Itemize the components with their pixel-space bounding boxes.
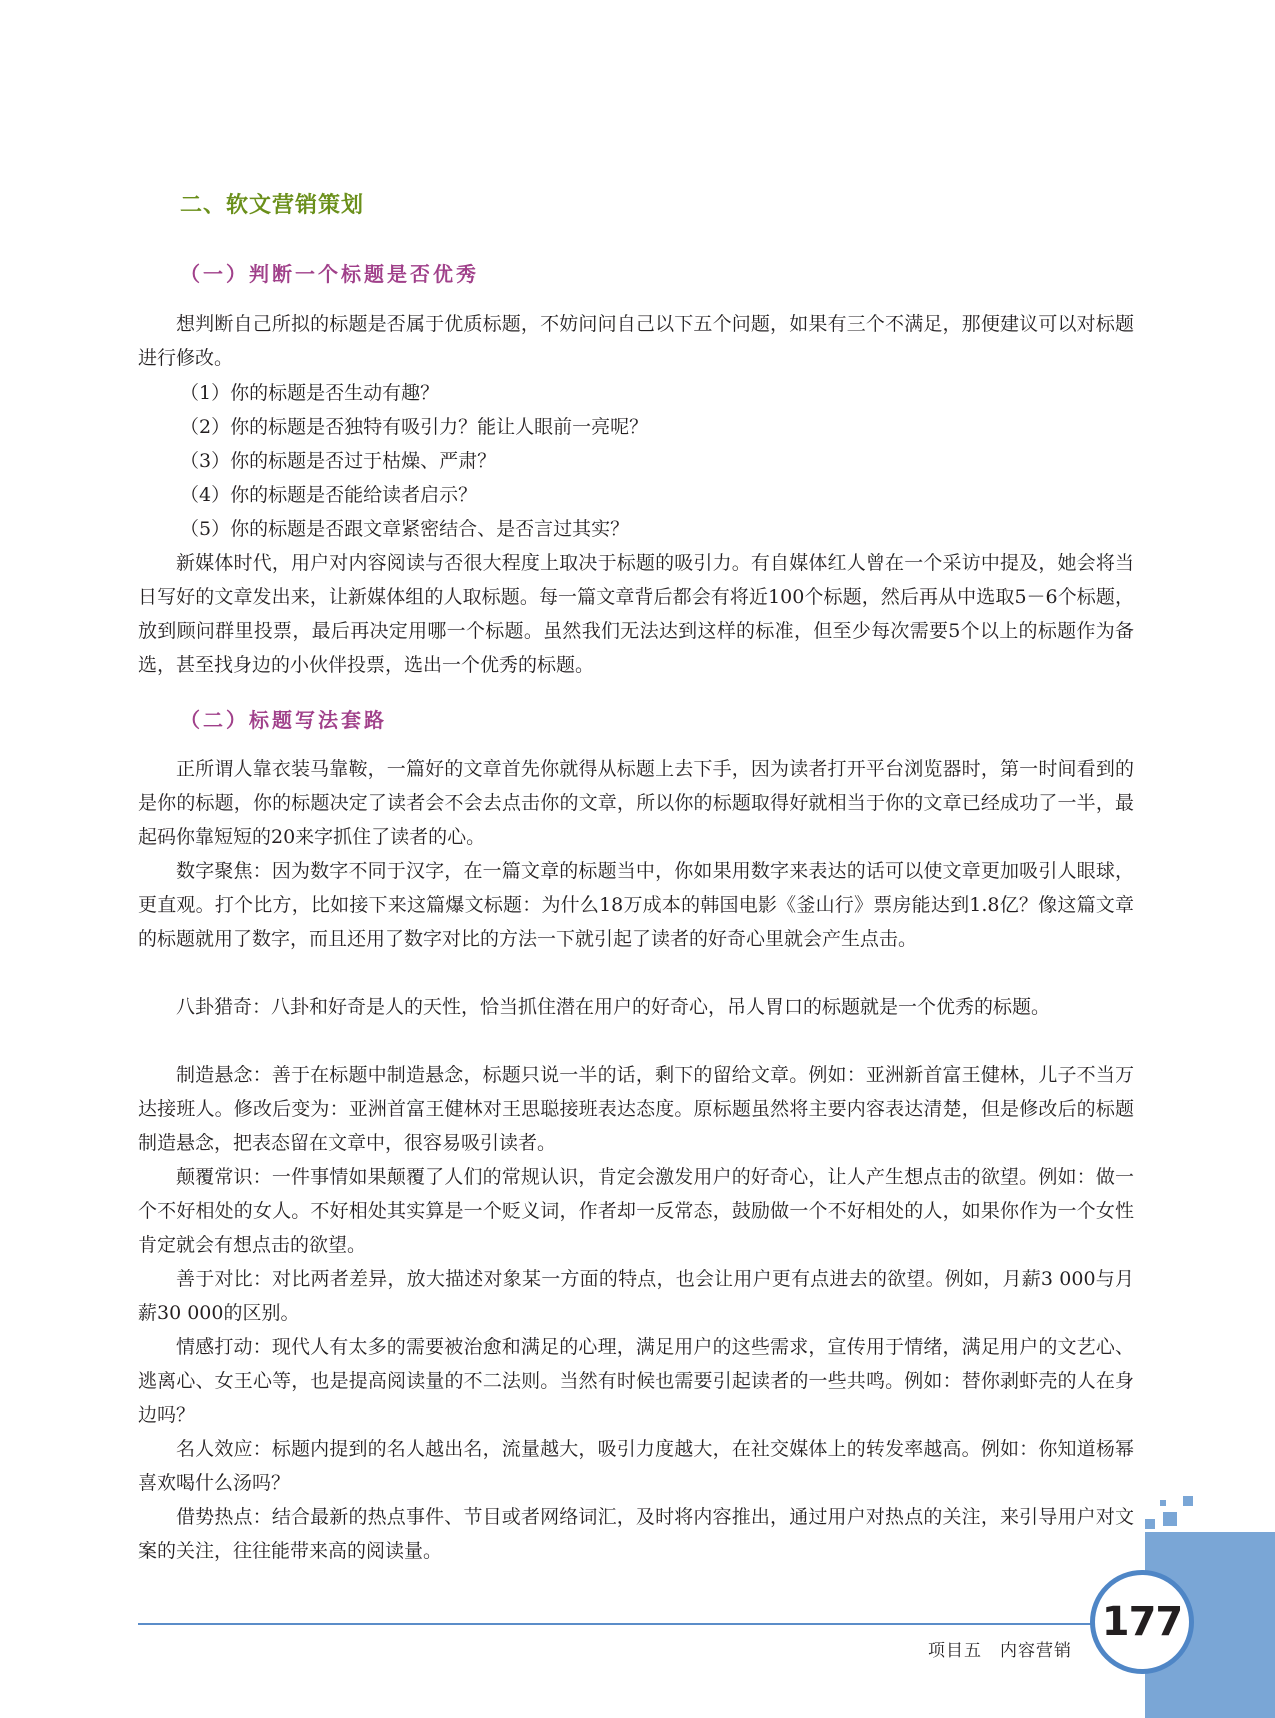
- decorative-square: [1163, 1512, 1177, 1526]
- sub2-paragraph-celebrity: 名人效应：标题内提到的名人越出名，流量越大，吸引力度越大，在社交媒体上的转发率越高。例如：你知道杨幂喜欢喝什么汤吗？: [138, 1438, 1134, 1494]
- sub2-paragraph-digit-focus: 数字聚焦：因为数字不同于汉字，在一篇文章的标题当中，你如果用数字来表达的话可以使文章更加吸引人眼球，更直观。打个比方，比如接下来这篇爆文标题：为什么18万成本的韩国电影《釜山行》票房能达到1.8亿？像这篇文章的标题就用了数字，而且还用了数字对比的方法一下就引起了读者的好奇心里就会产生点击。: [138, 860, 1134, 950]
- footer-chapter-label: 项目五 内容营销: [928, 1641, 1072, 1661]
- sub2-paragraph-contrast: 善于对比：对比两者差异，放大描述对象某一方面的特点，也会让用户更有点进去的欲望。例如，月薪3 000与月薪30 000的区别。: [138, 1268, 1134, 1324]
- subsection-title-1: （一）判断一个标题是否优秀: [180, 262, 479, 286]
- decorative-square: [1145, 1519, 1155, 1529]
- question-item-3: （3）你的标题是否过于枯燥、严肃？: [180, 450, 497, 472]
- question-item-4: （4）你的标题是否能给读者启示？: [180, 484, 478, 506]
- sub1-intro-paragraph: 想判断自己所拟的标题是否属于优质标题，不妨问问自己以下五个问题，如果有三个不满足，那便建议可以对标题进行修改。: [138, 313, 1134, 369]
- sub2-paragraph-trending: 借势热点：结合最新的热点事件、节目或者网络词汇，及时将内容推出，通过用户对热点的关注，来引导用户对文案的关注，往往能带来高的阅读量。: [138, 1506, 1134, 1562]
- question-item-5: （5）你的标题是否跟文章紧密结合、是否言过其实？: [180, 518, 630, 540]
- sub2-paragraph-suspense: 制造悬念：善于在标题中制造悬念，标题只说一半的话，剩下的留给文章。例如：亚洲新首富王健林，儿子不当万达接班人。修改后变为：亚洲首富王健林对王思聪接班表达态度。原标题虽然将主要内容表达清楚，但是修改后的标题制造悬念，把表态留在文章中，很容易吸引读者。: [138, 1064, 1134, 1154]
- question-item-1: （1）你的标题是否生动有趣？: [180, 382, 440, 404]
- sub1-paragraph-2: 新媒体时代，用户对内容阅读与否很大程度上取决于标题的吸引力。有自媒体红人曾在一个采访中提及，她会将当日写好的文章发出来，让新媒体组的人取标题。每一篇文章背后都会有将近100个标题，然后再从中选取5－6个标题，放到顾问群里投票，最后再决定用哪一个标题。虽然我们无法达到这样的标准，但至少每次需要5个以上的标题作为备选，甚至找身边的小伙伴投票，选出一个优秀的标题。: [138, 552, 1134, 676]
- footer-rule: [138, 1623, 1138, 1625]
- subsection-title-2: （二）标题写法套路: [180, 708, 387, 732]
- sub2-paragraph-emotion: 情感打动：现代人有太多的需要被治愈和满足的心理，满足用户的这些需求，宣传用于情绪，满足用户的文艺心、逃离心、女王心等，也是提高阅读量的不二法则。当然有时候也需要引起读者的一些共鸣。例如：替你剥虾壳的人在身边吗？: [138, 1336, 1134, 1426]
- section-title: 二、软文营销策划: [180, 193, 365, 218]
- decorative-square: [1183, 1496, 1193, 1506]
- decorative-square: [1160, 1500, 1166, 1506]
- page-number: 177: [1090, 1570, 1194, 1674]
- sub2-paragraph-intro: 正所谓人靠衣装马靠鞍，一篇好的文章首先你就得从标题上去下手，因为读者打开平台浏览器时，第一时间看到的是你的标题，你的标题决定了读者会不会去点击你的文章，所以你的标题取得好就相当于你的文章已经成功了一半，最起码你靠短短的20来字抓住了读者的心。: [138, 758, 1134, 848]
- sub2-paragraph-gossip: 八卦猎奇：八卦和好奇是人的天性，恰当抓住潜在用户的好奇心，吊人胃口的标题就是一个优秀的标题。: [176, 996, 1051, 1018]
- sub2-paragraph-subvert: 颠覆常识：一件事情如果颠覆了人们的常规认识，肯定会激发用户的好奇心，让人产生想点击的欲望。例如：做一个不好相处的女人。不好相处其实算是一个贬义词，作者却一反常态，鼓励做一个不好相处的人，如果你作为一个女性肯定就会有想点击的欲望。: [138, 1166, 1134, 1256]
- question-item-2: （2）你的标题是否独特有吸引力？能让人眼前一亮呢？: [180, 416, 649, 438]
